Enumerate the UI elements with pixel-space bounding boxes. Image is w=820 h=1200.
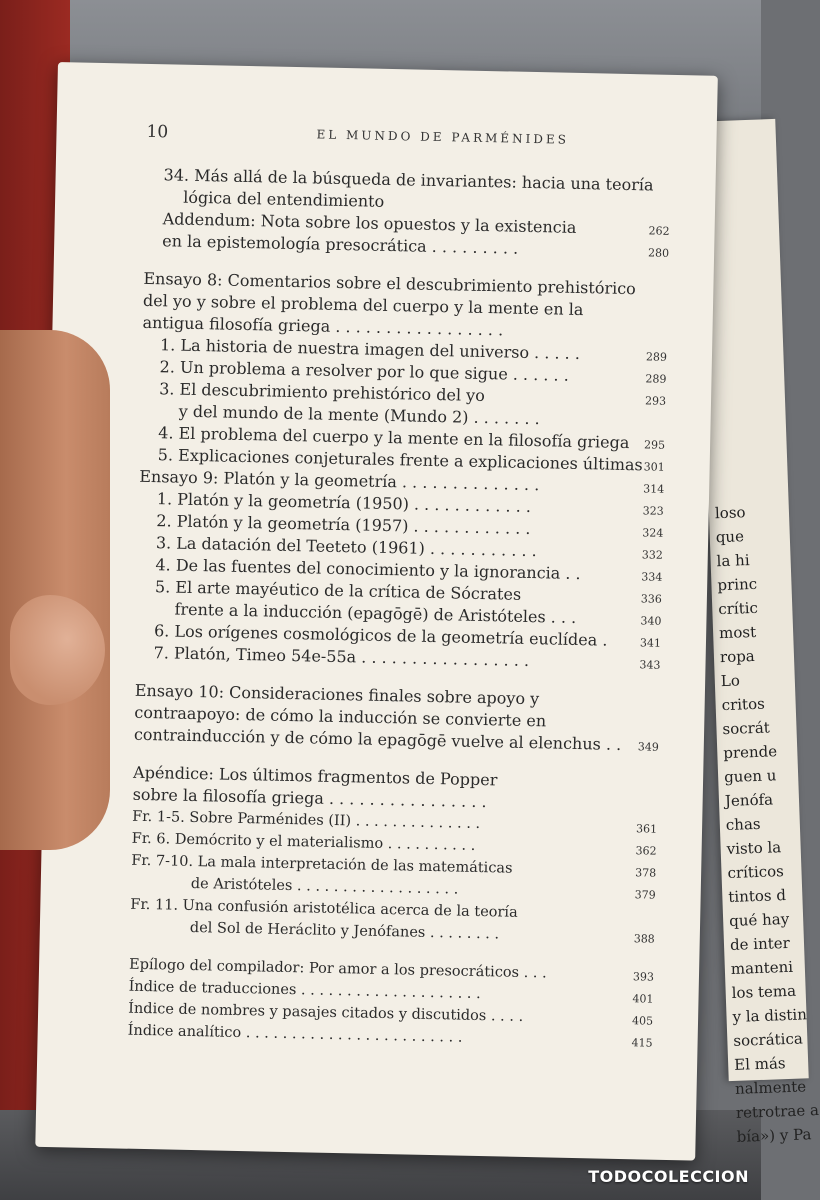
toc-entry-text: en la epistemología presocrática . . . . . . . . . — [162, 231, 519, 258]
facing-page-line: prende — [723, 742, 778, 763]
toc-page-number: 336 — [640, 592, 663, 606]
toc-entry-text: Ensayo 10: Consideraciones finales sobre apoyo y — [134, 680, 540, 709]
toc-page-number: 343 — [639, 658, 661, 672]
toc-entry-text: 4. El problema del cuerpo y la mente en la filosofía griega — [158, 423, 630, 453]
toc-entry-text: contraapoyo: de cómo la inducción se convierte en — [134, 702, 547, 731]
toc-entry-text: Addendum: Nota sobre los opuestos y la existencia — [162, 209, 577, 237]
toc-entry-text: 3. La datación del Teeteto (1961) . . . . . . . . . . . — [155, 533, 537, 561]
watermark-logo: TODOCOLECCION — [588, 1167, 749, 1186]
toc-entry-text: del Sol de Heráclito y Jenófanes . . . . . . . . — [189, 919, 500, 943]
toc-entry-text: Epílogo del compilador: Por amor a los presocráticos . . . — [128, 956, 547, 982]
toc-page-number: 280 — [647, 246, 670, 260]
toc-page-number: 362 — [635, 844, 657, 858]
toc-entry-text: Índice analítico . . . . . . . . . . . . . . . . . . . . . . . . — [127, 1022, 463, 1046]
facing-page-line: bía») y Pa — [736, 1125, 812, 1146]
hand — [0, 330, 110, 850]
facing-page-line: crític — [717, 598, 759, 619]
toc-page-number: 379 — [634, 888, 656, 902]
facing-page-line: críticos — [727, 862, 785, 883]
toc-page-number: 401 — [632, 992, 654, 1006]
facing-page-line: loso — [714, 503, 746, 523]
toc-page-number: 324 — [642, 526, 664, 540]
facing-page-line: retrotrae a — [735, 1100, 820, 1122]
facing-page-line: qué hay — [728, 909, 790, 930]
toc-page-number: 323 — [642, 504, 664, 518]
toc-page-number: 301 — [643, 460, 665, 474]
facing-page-line: los tema — [731, 981, 797, 1002]
toc-entry-text: 5. Explicaciones conjeturales frente a explicaciones últimas — [157, 445, 643, 475]
toc-page-number: 388 — [633, 932, 655, 946]
toc-page-number: 341 — [639, 636, 662, 650]
toc-page-number: 349 — [637, 740, 659, 754]
toc-page-number: 289 — [645, 372, 667, 386]
toc-entry-text: Fr. 7-10. La mala interpretación de las matemáticas — [131, 852, 513, 877]
facing-page-line: nalmente — [734, 1077, 807, 1098]
toc-page-number: 378 — [635, 866, 657, 880]
toc-entry-text: Índice de traducciones . . . . . . . . . . . . . . . . . . . . — [128, 978, 481, 1003]
running-head — [146, 121, 697, 147]
toc-entry-text: 2. Platón y la geometría (1957) . . . . . . . . . . . . — [156, 511, 531, 538]
facing-page-line: princ — [717, 574, 758, 595]
toc-entry-text: Ensayo 8: Comentarios sobre el descubrimiento prehistórico — [143, 268, 637, 299]
toc-entry-text: Fr. 6. Demócrito y el materialismo . . . . . . . . . . — [131, 830, 476, 854]
facing-page-line: visto la — [726, 838, 782, 859]
toc-entry-text: 4. De las fuentes del conocimiento y la ignorancia . . — [155, 555, 581, 584]
toc-page-number: 289 — [645, 350, 668, 364]
toc-entry-text: Ensayo 9: Platón y la geometría . . . . . . . . . . . . . . — [139, 466, 540, 495]
toc-entry-text: Fr. 1-5. Sobre Parménides (II) . . . . . . . . . . . . . . — [132, 808, 481, 833]
facing-page-line: manteni — [730, 957, 794, 978]
toc-page-number: 334 — [641, 570, 663, 584]
toc-entry-text: Fr. 11. Una confusión aristotélica acerca de la teoría — [130, 896, 518, 921]
facing-page-line: que — [715, 527, 745, 547]
toc-page-number: 415 — [631, 1036, 653, 1050]
facing-page-line: la hi — [716, 551, 750, 571]
toc-entry-text: Índice de nombres y pasajes citados y discutidos . . . . — [128, 1000, 524, 1025]
facing-page-line: y la distin — [732, 1005, 808, 1026]
facing-page-line: chas — [725, 814, 761, 835]
toc-page-number: 293 — [644, 394, 667, 408]
running-title: EL MUNDO DE PARMÉNIDES — [316, 127, 570, 147]
toc-page-number: 262 — [648, 224, 670, 238]
toc-entry-text: y del mundo de la mente (Mundo 2) . . . . . . . — [178, 401, 540, 429]
toc-entry-text: 1. La historia de nuestra imagen del universo . . . . . — [159, 335, 581, 363]
facing-page-line: guen u — [723, 766, 777, 787]
toc-page-number: 393 — [632, 970, 655, 984]
toc-entry-text: antigua filosofía griega . . . . . . . . . . . . . . . . . — [142, 312, 504, 340]
facing-page-line: socrát — [722, 718, 771, 739]
toc-entry-text: del yo y sobre el problema del cuerpo y la mente en la — [142, 290, 584, 320]
toc-entry-text: 1. Platón y la geometría (1950) . . . . . . . . . . . . — [156, 489, 532, 517]
toc-entry-text: frente a la inducción (epagōgē) de Aristóteles . . . — [174, 599, 577, 627]
facing-page-line: Jenófa — [724, 790, 774, 811]
toc-entry-text: 34. Más allá de la búsqueda de invariantes: hacia una teoría — [163, 165, 654, 195]
facing-page-line: de inter — [729, 933, 791, 954]
toc-entry-text: 2. Un problema a resolver por lo que sigue . . . . . . — [159, 357, 570, 385]
toc-entry-text: Apéndice: Los últimos fragmentos de Popper — [132, 762, 498, 790]
table-of-contents — [127, 164, 670, 1053]
toc-page-number: 340 — [640, 614, 662, 628]
facing-page-line: El más — [733, 1054, 786, 1074]
facing-page-line: tintos d — [728, 886, 787, 907]
facing-page-line: most — [718, 622, 757, 643]
page-number: 10 — [146, 121, 169, 143]
toc-entry-text: 3. El descubrimiento prehistórico del yo — [158, 379, 486, 406]
toc-entry-text: 6. Los orígenes cosmológicos de la geometría euclídea . — [153, 621, 608, 650]
facing-page-line: socrática — [733, 1029, 804, 1050]
toc-page-number: 314 — [643, 482, 665, 496]
book-page — [35, 62, 718, 1161]
toc-page-number: 295 — [643, 438, 666, 452]
toc-page-number: 332 — [641, 548, 663, 562]
facing-page-line: ropa — [719, 646, 756, 667]
toc-entry-text: lógica del entendimiento — [182, 187, 385, 211]
toc-entry-text: contrainducción y de cómo la epagōgē vuelve al elenchus . . — [133, 724, 622, 754]
toc-entry-text: 5. El arte mayéutico de la crítica de Sócrates — [154, 577, 522, 604]
toc-entry-text: de Aristóteles . . . . . . . . . . . . . . . . . . — [190, 875, 459, 898]
toc-entry-text: sobre la filosofía griega . . . . . . . . . . . . . . . . — [132, 784, 487, 812]
toc-entry-text: 7. Platón, Timeo 54e-55a . . . . . . . . . . . . . . . . . — [153, 643, 530, 670]
toc-page-number: 361 — [635, 822, 658, 836]
toc-page-number: 405 — [631, 1014, 654, 1028]
facing-page-line: Lo — [720, 671, 741, 691]
facing-page-line: critos — [721, 694, 766, 715]
